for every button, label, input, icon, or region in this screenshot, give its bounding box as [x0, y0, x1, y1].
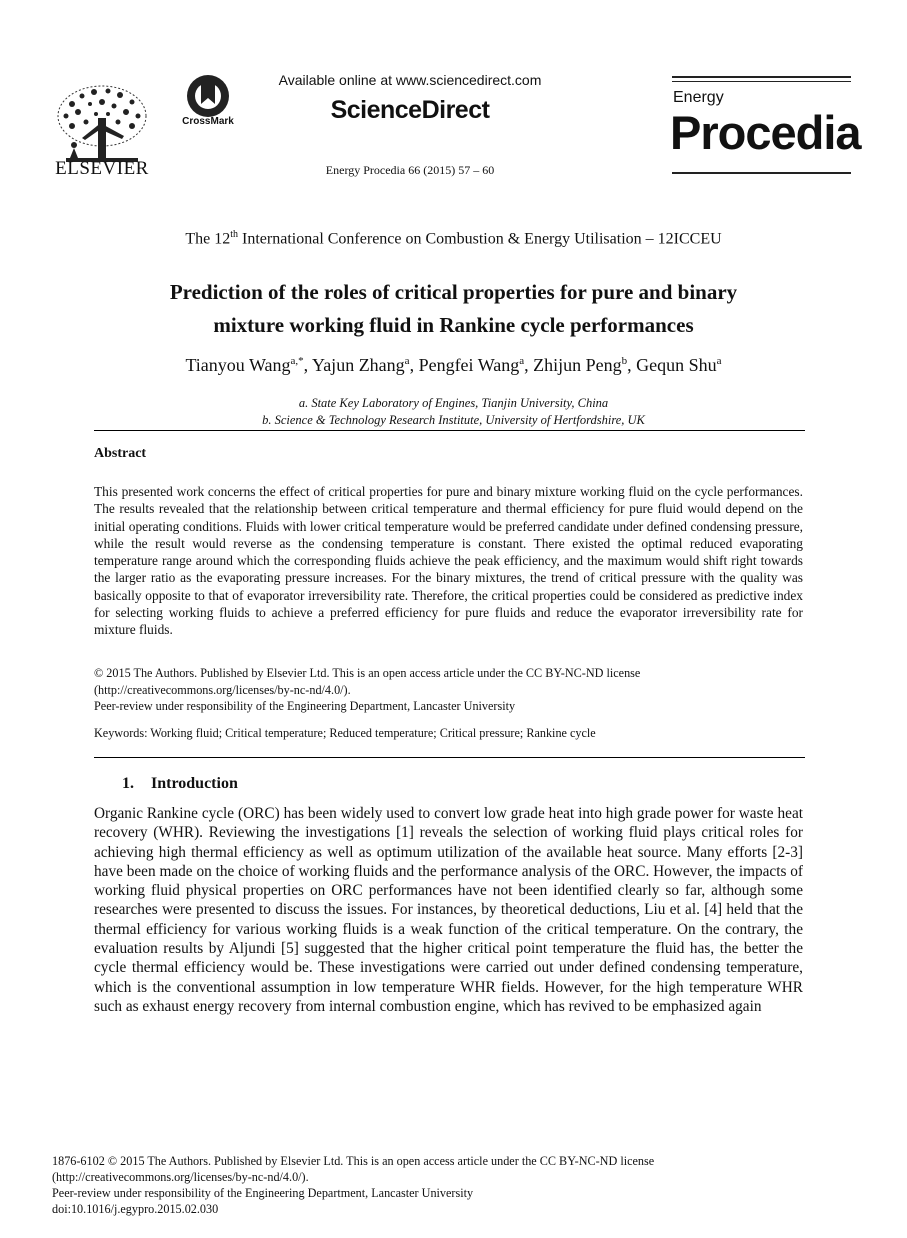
- rule-above-abstract: [94, 430, 805, 431]
- footer-doi[interactable]: doi:10.1016/j.egypro.2015.02.030: [52, 1202, 219, 1216]
- peer-review-line: Peer-review under responsibility of the Engineering Department, Lancaster University: [94, 699, 516, 713]
- available-online-text: Available online at www.sciencedirect.com: [278, 72, 542, 88]
- author-name: Yajun Zhang: [312, 355, 405, 375]
- journal-logo-energy: Energy: [673, 89, 724, 106]
- abstract-body: This presented work concerns the effect of critical properties for pure and binary mixture working fluid on the cycle performances. The results revealed that the relationship between critical temperature and thermal efficiency for pure fluid would depend on the initial operating conditions. Fluids with lower critical temperature would be preferred candidate under defined condensing pressure, while the result would reverse as the condensing temperature is constant. There existed the optimal reduced evaporating temperature range around which the corresponding fluids achieve the peak efficiency, and the maximum would shift right towards the larger ratio as the evaporating pressure increases. For the binary mixtures, the trend of critical pressure with the quality was basically opposite to that of evaporator irreversibility rate. Therefore, the critical properties could be considered as predictive index for selecting working fluids to achieve a preferred efficiency for pure fluids and reduce the evaporator irreversibility rate for mixture fluids.: [94, 484, 803, 638]
- author-name: Pengfei Wang: [418, 355, 520, 375]
- rule-above-introduction: [94, 757, 805, 758]
- author-name: Tianyou Wang: [185, 355, 291, 375]
- copyright-block: [94, 665, 805, 715]
- title-line-1: Prediction of the roles of critical properties for pure and binary: [169, 280, 738, 304]
- footer-license-link[interactable]: (http://creativecommons.org/licenses/by-nc-nd/4.0/).: [52, 1170, 309, 1184]
- author-list: Tianyou Wang$^{a,*}$, Yajun Zhang$^a$, Pengfei Wang$^a$, Zhijun Peng$^b$, Gequn Shu$^a$: [185, 355, 722, 375]
- conference-line: The 12th International Conference on Combustion & Energy Utilisation – 12ICCEU: [185, 229, 722, 248]
- elsevier-wordmark: ELSEVIER: [55, 158, 149, 179]
- footer-block: [52, 1153, 812, 1217]
- crossmark-label: CrossMark: [182, 116, 234, 127]
- paper-title: [60, 276, 847, 342]
- sciencedirect-wordmark: ScienceDirect: [330, 96, 490, 124]
- keywords-line: Keywords: Working fluid; Critical temperature; Reduced temperature; Critical pressure; Rankine cycle: [94, 726, 596, 740]
- author-name: Gequn Shu: [636, 355, 717, 375]
- copyright-line: © 2015 The Authors. Published by Elsevier Ltd. This is an open access article under the CC BY-NC-ND license: [94, 666, 641, 680]
- license-link[interactable]: (http://creativecommons.org/licenses/by-nc-nd/4.0/).: [94, 682, 351, 697]
- abstract-heading: Abstract: [94, 446, 147, 461]
- journal-rule-bottom: [672, 172, 851, 174]
- journal-reference: Energy Procedia 66 (2015) 57 – 60: [325, 163, 495, 177]
- footer-peer-review: Peer-review under responsibility of the Engineering Department, Lancaster University: [52, 1186, 474, 1200]
- introduction-body: Organic Rankine cycle (ORC) has been widely used to convert low grade heat into high grade power for waste heat recovery (WHR). Reviewing the investigations [1] reveals the selection of working fluid plays critical roles for achieving high thermal efficiency as well as optimum utilization of the available heat source. Many efforts [2-3] have been made on the choice of working fluids and the performance analysis of the ORC. However, the impacts of working fluid physical properties on ORC performances have not been identified clearly so far, although some researches were presented to discuss the issues. For instances, by theoretical deductions, Liu et al. [4] held that the thermal efficiency for various working fluids is a weak function of the critical temperature. On the contrary, the evaluation results by Aljundi [5] suggested that the higher critical point temperature the fluid has, the better the cycle thermal efficiency would be. These investigations were carried out under defined condensing temperature, which is the conventional assumption in low temperature WHR fields. However, for the high temperature WHR such as exhaust energy recovery from internal combustion engine, which has revived to be emphasized again: [94, 805, 803, 1015]
- journal-rule-top: [672, 76, 851, 78]
- journal-rule-top-thin: [672, 81, 851, 82]
- title-line-2: mixture working fluid in Rankine cycle performances: [213, 313, 694, 337]
- author-name: Zhijun Peng: [533, 355, 622, 375]
- affiliation-a: a. State Key Laboratory of Engines, Tianjin University, China: [298, 396, 609, 410]
- affiliation-b: b. Science & Technology Research Institute, University of Hertfordshire, UK: [262, 413, 645, 427]
- journal-logo-procedia: Procedia: [670, 106, 861, 159]
- footer-issn-line: 1876-6102 © 2015 The Authors. Published by Elsevier Ltd. This is an open access article under the CC BY-NC-ND license: [52, 1154, 655, 1168]
- introduction-heading: 1. Introduction: [122, 775, 238, 792]
